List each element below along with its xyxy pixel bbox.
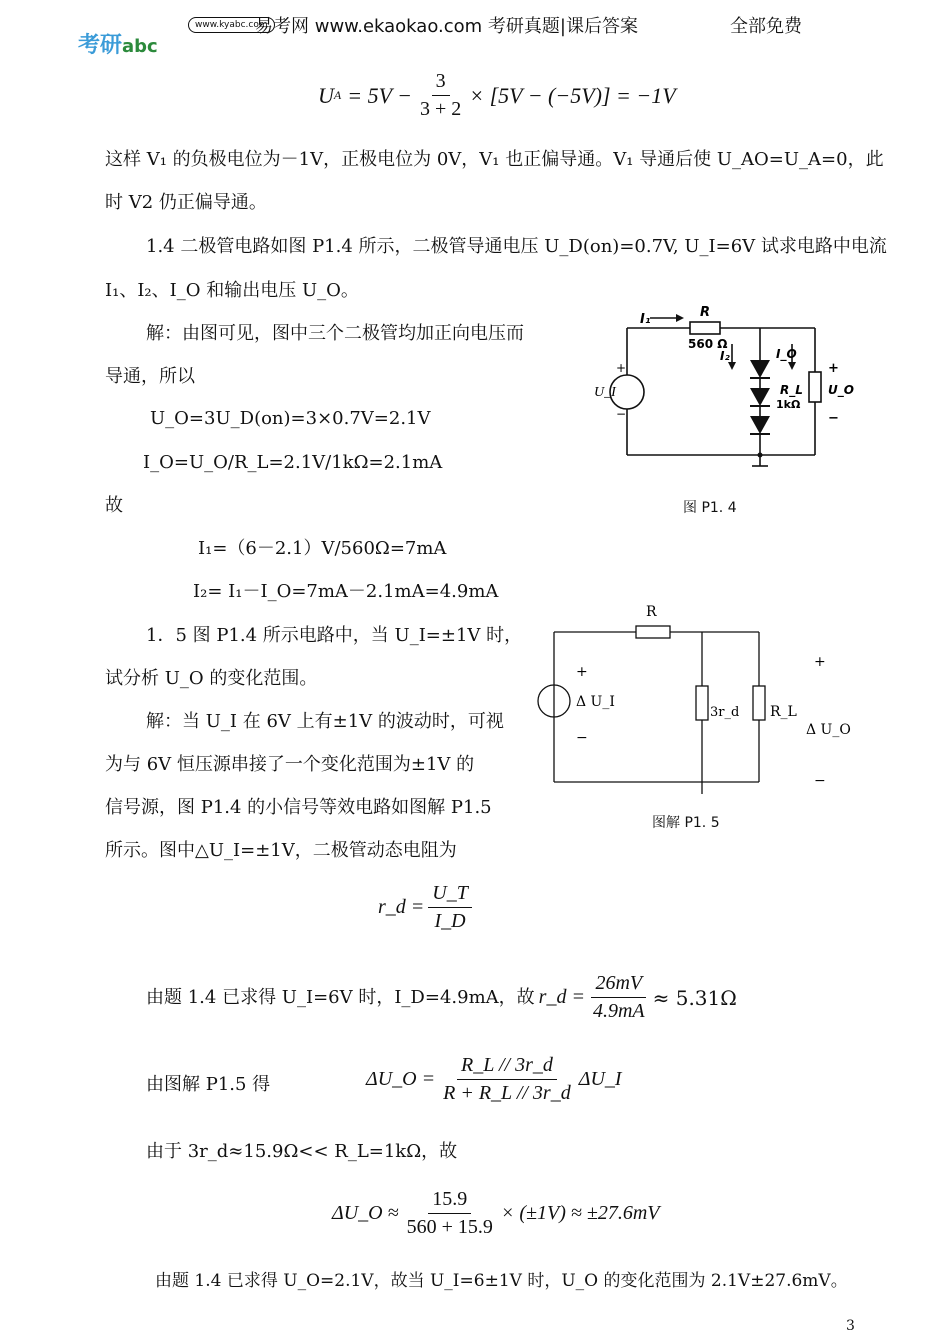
para1-line1: 这样 V₁ 的负极电位为－1V，正极电位为 0V，V₁ 也正偏导通。V₁ 导通后使 U_AO=U_A=0，此 xyxy=(105,149,884,170)
eq-rd-lhs: r_d = xyxy=(378,896,425,918)
eq-ua-sub: A xyxy=(333,88,342,102)
p14-label-plus-left: + xyxy=(616,361,627,375)
equation-rd xyxy=(378,882,476,933)
p15-label-rl: R_L xyxy=(770,704,797,720)
circuit-diagram-p15 xyxy=(530,600,860,805)
p14-label-i1: I₁ xyxy=(640,312,651,327)
rd-value-text: 由题 1.4 已求得 U_I=6V 时，I_D=4.9mA，故 xyxy=(146,986,535,1008)
eq-duo-fraction xyxy=(439,1054,575,1105)
header-banner: 易考网 www.ekaokao.com 考研真题|课后答案 xyxy=(255,16,638,37)
eq-final-fraction xyxy=(403,1188,497,1239)
solution14-line2: 导通，所以 xyxy=(105,366,195,387)
solution14-eq4: I₂= I₁－I_O=7mA－2.1mA=4.9mA xyxy=(193,581,499,602)
p15-label-plus-right: + xyxy=(814,654,826,670)
eq-ua-part1: = 5V − xyxy=(347,82,412,108)
rd-value-lhs: r_d = xyxy=(538,986,585,1008)
p15-label-minus-right: − xyxy=(814,773,826,789)
rd-value-den: 4.9mA xyxy=(592,1000,645,1022)
circuit-diagram-p14 xyxy=(580,300,870,480)
eq-ua-part2: × [5V − (−5V)] = −1V xyxy=(469,82,676,108)
p14-label-uo: U_O xyxy=(828,383,854,397)
problem15-line1: 1．5 图 P1.4 所示电路中，当 U_I=±1V 时， xyxy=(146,625,523,646)
p15-label-duo: Δ U_O xyxy=(806,722,851,738)
p14-label-rl-value: 1kΩ xyxy=(776,398,801,411)
site-logo xyxy=(78,28,158,59)
rd-value-fraction xyxy=(589,972,649,1023)
rd-value-num: 26mV xyxy=(591,972,646,998)
eq-duo-den: R + R_L // 3r_d xyxy=(443,1082,571,1104)
eq-final-rhs: × (±1V) ≈ ±27.6mV xyxy=(500,1202,660,1224)
eq-ua-den: 3 + 2 xyxy=(419,98,462,120)
header-free: 全部免费 xyxy=(730,16,802,37)
problem15-line2: 试分析 U_O 的变化范围。 xyxy=(105,668,318,689)
p14-label-i2: I₂ xyxy=(720,349,730,363)
problem15-sol4: 所示。图中△U_I=±1V，二极管动态电阻为 xyxy=(105,840,457,861)
equation-duo xyxy=(366,1054,622,1105)
p15-label-minus-left: − xyxy=(576,730,588,746)
fig-p15-caption: 图解 P1. 5 xyxy=(652,815,720,831)
problem14-line2: I₁、I₂、I_O 和输出电压 U_O。 xyxy=(105,280,359,301)
eq-rd-fraction xyxy=(428,882,472,933)
problem15-sol2: 为与 6V 恒压源串接了一个变化范围为±1V 的 xyxy=(105,754,475,775)
rd-value-rhs: ≈ 5.31Ω xyxy=(652,985,737,1010)
eq-ua-num: 3 xyxy=(432,70,450,96)
problem15-sol1: 解：当 U_I 在 6V 上有±1V 的波动时，可视 xyxy=(146,711,504,732)
logo-text-left: 考研 xyxy=(78,33,123,58)
p14-label-io: I_O xyxy=(776,347,797,361)
eq-duo-lhs: ΔU_O = xyxy=(366,1068,436,1090)
solution14-eq2: I_O=U_O/R_L=2.1V/1kΩ=2.1mA xyxy=(143,452,443,473)
equation-ua xyxy=(318,70,676,121)
para1-line2: 时 V2 仍正偏导通。 xyxy=(105,192,267,213)
p14-label-minus-right: − xyxy=(828,411,839,426)
eq-rd-num: U_T xyxy=(428,882,472,908)
p15-label-plus-left: + xyxy=(576,664,588,680)
eq-final-den: 560 + 15.9 xyxy=(406,1216,493,1238)
eq-ua-fraction xyxy=(416,70,465,121)
eq-duo-rhs: ΔU_I xyxy=(578,1068,622,1090)
since-line: 由于 3r_d≈15.9Ω<< R_L=1kΩ，故 xyxy=(146,1141,458,1162)
fig-p14-caption: 图 P1. 4 xyxy=(683,500,737,516)
equation-final xyxy=(332,1188,660,1239)
eq-final-lhs: ΔU_O ≈ xyxy=(332,1202,399,1224)
solution14-eq1: U_O=3U_D(on)=3×0.7V=2.1V xyxy=(150,408,431,429)
site-stamp: www.kyabc.com xyxy=(188,17,275,33)
p14-label-minus-left: − xyxy=(616,407,627,421)
p15-label-3rd: 3r_d xyxy=(710,705,740,720)
problem14-line1: 1.4 二极管电路如图 P1.4 所示，二极管导通电压 U_D(on)=0.7V, U_I=6V 试求电路中电流 xyxy=(146,236,887,257)
eq-rd-den: I_D xyxy=(434,910,466,932)
conclusion-line: 由题 1.4 已求得 U_O=2.1V，故当 U_I=6±1V 时，U_O 的变化范围为 2.1V±27.6mV。 xyxy=(155,1271,848,1291)
page-number: 3 xyxy=(846,1318,855,1334)
p15-label-r: R xyxy=(646,604,657,620)
p14-label-plus-right: + xyxy=(828,361,839,376)
p14-label-r-value: 560 Ω xyxy=(688,337,728,351)
p14-label-r: R xyxy=(700,305,711,320)
eq-duo-num: R_L // 3r_d xyxy=(457,1054,557,1080)
rd-value-line xyxy=(146,972,737,1023)
duo-text: 由图解 P1.5 得 xyxy=(146,1074,271,1095)
eq-final-num: 15.9 xyxy=(428,1188,471,1214)
p15-label-dui: Δ U_I xyxy=(576,694,615,710)
p14-label-ui: U_I xyxy=(594,385,616,400)
solution14-line1: 解：由图可见，图中三个二极管均加正向电压而 xyxy=(146,323,524,344)
problem15-sol3: 信号源，图 P1.4 的小信号等效电路如图解 P1.5 xyxy=(105,797,492,818)
solution14-gu: 故 xyxy=(105,495,123,516)
solution14-eq3: I₁=（6－2.1）V/560Ω=7mA xyxy=(198,538,447,559)
p14-label-rl: R_L xyxy=(780,383,803,397)
eq-ua-lhs: U xyxy=(318,82,334,108)
logo-text-right: abc xyxy=(122,36,158,57)
